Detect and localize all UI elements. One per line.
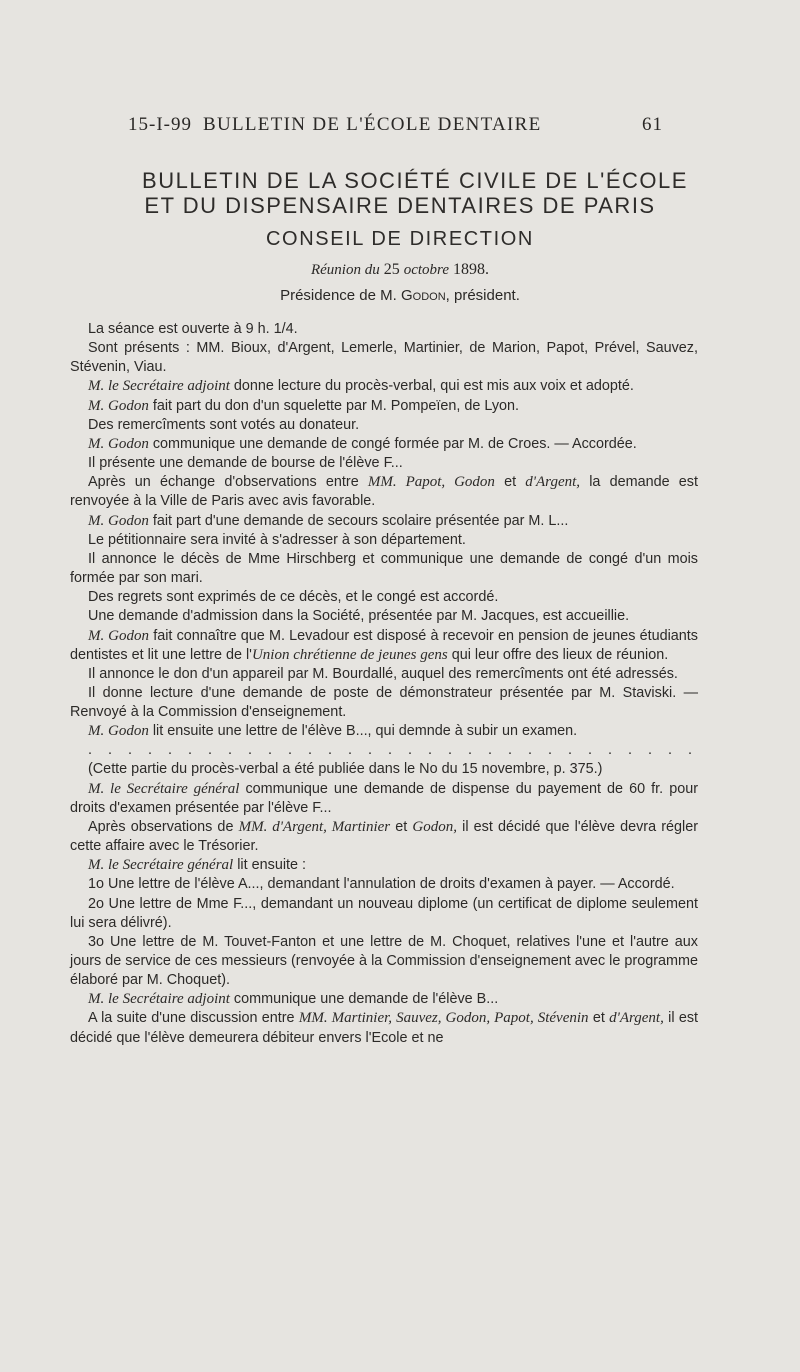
paragraph: Des regrets sont exprimés de ce décès, et le congé est accordé.	[88, 589, 499, 606]
running-head	[0, 114, 800, 144]
paragraph: Il donne lecture d'une demande de poste de démonstrateur présentée par M. Staviski. — Renvoyé à la Commission d'enseignement.	[70, 684, 698, 721]
paragraph	[70, 512, 698, 531]
paragraph	[70, 627, 698, 665]
ellipsis-separator: . . . . . . . . . . . . . . . . . . . . . . . . . . . . . . .	[88, 742, 698, 759]
paragraph-text: Après observations de	[88, 818, 239, 835]
paragraph-text: donne lecture du procès-verbal, qui est mis aux voix et adopté.	[229, 378, 634, 395]
page-number: 61	[642, 114, 663, 135]
paragraph	[70, 780, 698, 818]
minutes-body	[70, 320, 698, 1048]
paragraph	[70, 856, 698, 875]
paragraph	[70, 818, 698, 856]
article-title-line-2: ET DU DISPENSAIRE DENTAIRES DE PARIS	[144, 193, 656, 218]
speaker: d'Argent,	[525, 474, 581, 491]
paragraph: Il annonce le décès de Mme Hirschberg et communique une demande de congé d'un mois formée par son mari.	[70, 550, 698, 587]
paragraph-text: communique une demande de dispense du payement de 60 fr. pour droits d'examen présentée par l'élève F...	[70, 780, 698, 816]
meeting-date-year: 1898.	[453, 261, 489, 278]
paragraph-text: il est décidé que l'élève demeurera débiteur envers l'Ecole et ne	[70, 1010, 699, 1046]
speaker: M. le Secrétaire adjoint	[88, 991, 230, 1008]
meeting-date-prefix: Réunion du	[310, 262, 380, 278]
paragraph: Le pétitionnaire sera invité à s'adresser à son département.	[88, 531, 466, 548]
speakers: MM. d'Argent, Martinier	[238, 818, 391, 835]
speaker: M. Godon	[88, 512, 149, 529]
paragraph	[70, 722, 698, 741]
paragraph-text: lit ensuite une lettre de l'élève B..., qui demnde à subir un examen.	[148, 723, 578, 740]
paragraph-text: et	[390, 818, 413, 835]
paragraph: Il présente une demande de bourse de l'élève F...	[88, 455, 403, 472]
presidency-line	[0, 287, 800, 304]
speaker: M. Godon	[88, 723, 149, 740]
paragraph-text: communique une demande de l'élève B...	[229, 991, 499, 1008]
paragraph: Des remercîments sont votés au donateur.	[88, 416, 360, 433]
paragraph-text: il est décidé que l'élève devra régler cette affaire avec le Trésorier.	[70, 818, 699, 855]
paragraph: 3o Une lettre de M. Touvet-Fanton et une lettre de M. Choquet, relatives l'une et l'autre aux jours de service de ces messieurs (renvoyée à la Commission d'enseignement avec le programme élaboré par M. Choquet).	[70, 933, 698, 989]
organization-name: Union chrétienne de jeunes gens	[251, 646, 448, 663]
section-heading: CONSEIL DE DIRECTION	[266, 228, 534, 250]
speaker: M. Godon	[88, 627, 150, 644]
presidency-prefix: Présidence de M.	[280, 287, 397, 304]
president-name: Godon	[401, 287, 446, 304]
speaker: M. le Secrétaire général	[88, 780, 240, 797]
paragraph	[70, 397, 698, 416]
speakers: MM. Martinier, Sauvez, Godon, Papot, Stévenin	[298, 1010, 589, 1027]
paragraph-text: et	[588, 1010, 610, 1027]
paragraph	[70, 1009, 698, 1047]
speaker: M. le Secrétaire adjoint	[88, 378, 230, 395]
issue-date: 15-I-99	[128, 114, 192, 135]
paragraph: Sont présents : MM. Bioux, d'Argent, Lemerle, Martinier, de Marion, Papot, Prével, Sauvez, Stévenin, Viau.	[70, 340, 698, 376]
speaker: d'Argent,	[609, 1010, 664, 1027]
meeting-date	[0, 261, 800, 279]
paragraph-text: A la suite d'une discussion entre	[88, 1010, 299, 1027]
speaker: Godon,	[412, 818, 457, 835]
paragraph: Il annonce le don d'un appareil par M. Bourdallé, auquel des remercîments ont été adressés.	[88, 665, 678, 682]
paragraph-text: qui leur offre des lieux de réunion.	[447, 646, 669, 663]
speaker: M. Godon	[88, 397, 149, 414]
meeting-date-month: octobre	[403, 262, 449, 278]
meeting-date-day: 25	[383, 261, 400, 278]
paragraph	[70, 435, 698, 454]
paragraph-text: la demande est renvoyée à la Ville de Paris avec avis favorable.	[70, 474, 698, 510]
speaker: M. Godon	[88, 435, 149, 452]
paragraph-text: lit ensuite :	[233, 857, 307, 874]
paragraph	[70, 473, 698, 511]
article-title-line-1: BULLETIN DE LA SOCIÉTÉ CIVILE DE L'ÉCOLE	[142, 168, 688, 193]
journal-title: BULLETIN DE L'ÉCOLE DENTAIRE	[203, 114, 542, 135]
paragraph-text: fait part du don d'un squelette par M. Pompeïen, de Lyon.	[148, 397, 520, 414]
paragraph-text: Après un échange d'observations entre	[88, 474, 368, 491]
paragraph: (Cette partie du procès-verbal a été publiée dans le No du 15 novembre, p. 375.)	[88, 761, 603, 778]
paragraph: 2o Une lettre de Mme F..., demandant un nouveau diplome (un certificat de diplome seulement lui sera délivré).	[70, 895, 698, 931]
paragraph: La séance est ouverte à 9 h. 1/4.	[88, 321, 298, 337]
paragraph-text: et	[494, 474, 526, 491]
speaker: M. le Secrétaire général	[88, 857, 234, 874]
paragraph-text: fait connaître que M. Levadour est disposé à recevoir en pension de jeunes étudiants dentistes et lit une lettre de l'	[70, 627, 698, 663]
paragraph: Une demande d'admission dans la Société, présentée par M. Jacques, est accueillie.	[88, 608, 630, 625]
presidency-suffix: , président.	[445, 287, 520, 304]
speakers: MM. Papot, Godon	[367, 474, 495, 491]
paragraph: 1o Une lettre de l'élève A..., demandant l'annulation de droits d'examen à payer. — Accordé.	[88, 876, 675, 893]
paragraph-text: fait part d'une demande de secours scolaire présentée par M. L...	[148, 512, 569, 529]
paragraph	[70, 990, 698, 1009]
paragraph-text: communique une demande de congé formée par M. de Croes. — Accordée.	[148, 435, 637, 452]
paragraph	[70, 377, 698, 396]
